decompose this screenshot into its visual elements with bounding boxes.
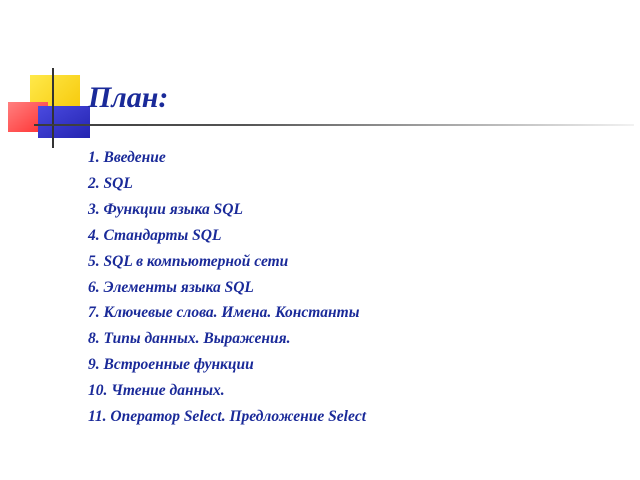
plan-item-9: 9. Встроенные функции xyxy=(88,356,254,374)
blue-square xyxy=(38,106,90,138)
plan-item-1: 1. Введение xyxy=(88,149,166,166)
vertical-line xyxy=(52,68,54,148)
title-divider xyxy=(34,124,634,126)
plan-item-10: 10. Чтение данных. xyxy=(88,382,225,400)
plan-item-3: 3. Функции языка SQL xyxy=(88,200,243,218)
plan-item-6: 6. Элементы языка SQL xyxy=(88,278,254,296)
plan-item-11: 11. Оператор Select. Предложение Select xyxy=(88,408,367,426)
plan-item-5: 5. SQL в компьютерной сети xyxy=(88,252,289,270)
plan-item-7: 7. Ключевые слова. Имена. Константы xyxy=(88,304,360,322)
slide-title: План: xyxy=(88,81,169,114)
plan-item-2: 2. SQL xyxy=(88,174,133,192)
plan-item-8: 8. Типы данных. Выражения. xyxy=(88,330,291,348)
plan-item-4: 4. Стандарты SQL xyxy=(88,226,222,244)
plan-list xyxy=(88,145,366,430)
decorative-squares xyxy=(0,0,120,150)
